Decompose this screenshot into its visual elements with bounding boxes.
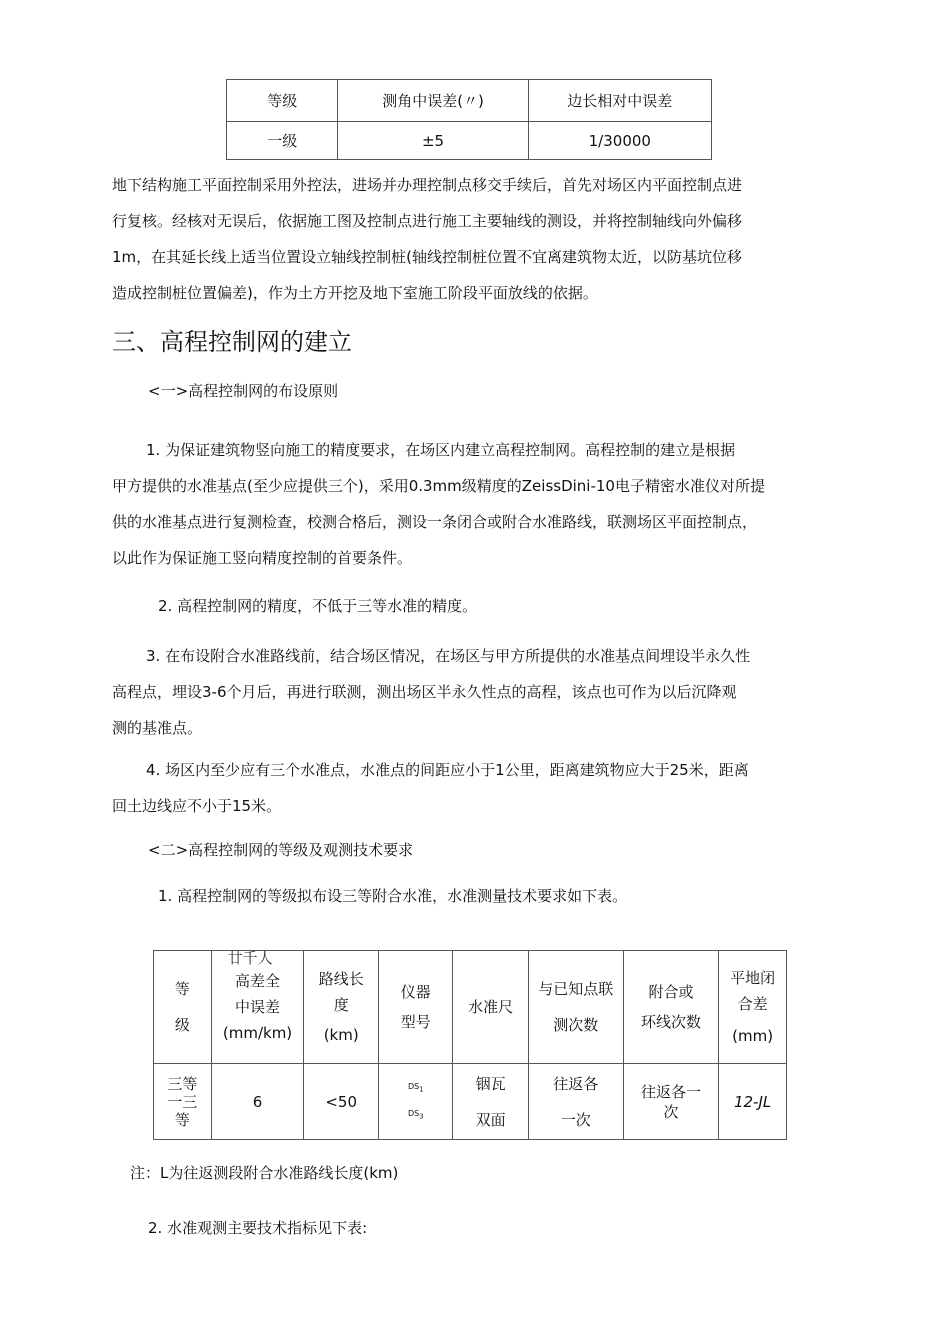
item-4-paragraph [112,755,852,821]
text-line: 4. 场区内至少应有三个水准点，水准点的间距应小于1公里，距离建筑物应大于25米，距离 [146,761,749,779]
table2-cell-error: 6 [211,1064,304,1140]
table2-header-error [211,951,304,1064]
table2-cell-instrument [379,1064,453,1140]
header-text: 型号 [400,1013,431,1031]
header-text: 平地闭 [730,969,776,987]
cell-text: 一次 [560,1110,591,1129]
paragraph-plane-control [112,170,852,308]
text-line: 以此作为保证施工竖向精度控制的首要条件。 [112,549,413,567]
cell-text: 等 [174,1110,190,1129]
header-text: 测次数 [553,1016,599,1034]
subsection-heading-principles: <一>高程控制网的布设原则 [148,382,339,400]
header-text: 路线长 [318,970,364,988]
section-heading: 三、高程控制网的建立 [112,328,352,356]
table2-header-instrument [379,951,453,1064]
table-note: 注：L为往返测段附合水准路线长度(km) [130,1164,399,1182]
text-line: 甲方提供的水准基点(至少应提供三个)，采用0.3mm级精度的ZeissDini-10电子精密水准仪对所提 [112,477,765,495]
header-text: 环线次数 [640,1013,701,1031]
item-3-paragraph [112,641,852,743]
cell-text: 一三 [167,1092,198,1111]
item-2-paragraph: 2. 高程控制网的精度，不低于三等水准的精度。 [158,597,478,615]
header-text: 等 [174,980,190,998]
header-text: 与已知点联 [538,980,614,998]
text-line: 回土边线应不小于15米。 [112,797,282,815]
table1-cell-side-error: 1/30000 [528,122,711,160]
table2-cell-closing [623,1064,719,1140]
header-text: 中误差 [235,998,281,1016]
item-5-paragraph: 1. 高程控制网的等级拟布设三等附合水准，水准测量技术要求如下表。 [158,887,628,905]
header-text: 合差 [737,995,768,1013]
table2-cell-rod [453,1064,528,1140]
header-text: (mm) [732,1027,774,1045]
text-line: 1. 为保证建筑物竖向施工的精度要求，在场区内建立高程控制网。高程控制的建立是根据 [146,441,736,459]
header-text: 附合或 [648,983,694,1001]
table2-header-misclosure [719,951,787,1064]
text-line: 测的基准点。 [112,719,203,737]
table1-cell-angle-error: ±5 [338,122,528,160]
table2-cell-known [528,1064,623,1140]
item-1-paragraph [112,435,852,573]
cell-text: 次 [663,1102,679,1121]
header-text: 级 [174,1016,190,1034]
cell-text: 铟瓦 [475,1074,506,1093]
table1-header-side-error: 边长相对中误差 [528,80,711,122]
text-line: 高程点，埋设3-6个月后，再进行联测，测出场区半永久性点的高程，该点也可作为以后沉降观 [112,683,737,701]
table2-header-known [528,951,623,1064]
table1-cell-grade: 一级 [227,122,338,160]
header-text: 度 [333,996,349,1014]
table2-cell-route: <50 [304,1064,379,1140]
text-line: 供的水准基点进行复测检查，校测合格后，测设一条闭合或附合水准路线，联测场区平面控制点， [112,513,758,531]
text-line: 1m，在其延长线上适当位置设立轴线控制桩(轴线控制桩位置不宜离建筑物太近，以防基坑位移 [112,248,743,266]
subsection-heading-technical: <二>高程控制网的等级及观测技术要求 [148,841,414,859]
header-text: (mm/km) [222,1024,293,1042]
header-text: (km) [323,1026,359,1044]
text-line: 3. 在布设附合水准路线前，结合场区情况，在场区与甲方所提供的水准基点间埋设半永久性 [146,647,751,665]
leveling-requirements-table [153,950,787,1140]
text-line: 地下结构施工平面控制采用外控法，进场并办理控制点移交手续后，首先对场区内平面控制点进 [112,176,743,194]
table2-header-rod: 水准尺 [453,951,528,1064]
table1-header-grade: 等级 [227,80,338,122]
table2-header-route [304,951,379,1064]
table2-header-closing [623,951,719,1064]
table2-cell-misclosure: 12-JL [719,1064,787,1140]
cell-text: 往返各 [553,1074,599,1093]
text-line: 行复核。经核对无误后，依据施工图及控制点进行施工主要轴线的测设，并将控制轴线向外偏移 [112,212,743,230]
cell-text: 往返各一 [640,1082,701,1101]
header-text: 高差全 [235,972,281,990]
instrument-model: $DS_3$ [407,1108,424,1121]
cell-text: 双面 [475,1110,506,1129]
header-text: 仪器 [400,983,431,1001]
header-overlay-text: 廿千人 [227,949,273,967]
table2-cell-grade [154,1064,212,1140]
instrument-model: $DS_1$ [407,1081,424,1094]
cell-text: 三等 [167,1074,198,1093]
table1-header-angle-error: 测角中误差(〃) [338,80,528,122]
table2-header-grade [154,951,212,1064]
item-6-paragraph: 2. 水准观测主要技术指标见下表: [148,1219,368,1237]
text-line: 造成控制桩位置偏差)，作为土方开挖及地下室施工阶段平面放线的依据。 [112,284,598,302]
accuracy-table [226,79,712,160]
